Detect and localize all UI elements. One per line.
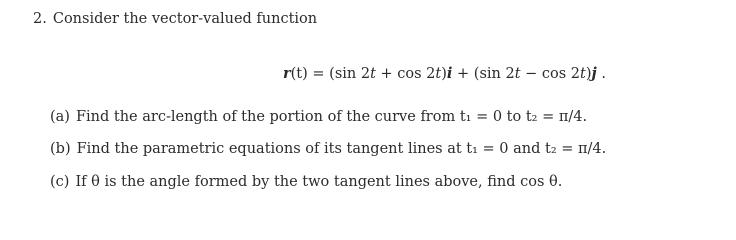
part-a-label: (a) — [50, 109, 70, 125]
variable-t-3: t — [514, 66, 521, 82]
variable-t-1: t — [370, 66, 376, 82]
equation-period: . — [596, 66, 606, 82]
part-c-label: (c) — [50, 174, 70, 190]
part-a — [50, 109, 587, 125]
part-b-text: Find the parametric equations of its tangent lines at t₁ = 0 and t₂ = π/4. — [76, 141, 607, 157]
variable-t-4: t — [580, 66, 586, 82]
equation-close-1: ) — [441, 66, 447, 82]
part-b — [50, 141, 606, 157]
vector-r: r — [283, 65, 291, 82]
equation-close-2: ) — [585, 66, 592, 82]
equation-segment-3: + (sin 2 — [452, 66, 515, 82]
equation-segment-1: = (sin 2 — [307, 66, 371, 82]
problem-number: 2. — [33, 11, 47, 27]
equation-segment-4: − cos 2 — [520, 66, 581, 82]
part-c-text: If θ is the angle formed by the two tangent lines above, find cos θ. — [75, 174, 563, 190]
equation-segment-2: + cos 2 — [375, 66, 436, 82]
problem-heading — [33, 11, 317, 27]
unit-vector-i: i — [446, 65, 453, 82]
lhs-argument: (t) — [290, 66, 308, 82]
part-c — [50, 174, 562, 190]
part-a-text: Find the arc-length of the portion of the curve from t₁ = 0 to t₂ = π/4. — [75, 109, 588, 125]
part-b-label: (b) — [50, 141, 71, 157]
unit-vector-j: j — [591, 65, 597, 82]
problem-heading-text: Consider the vector-valued function — [52, 11, 318, 27]
variable-t-2: t — [435, 66, 442, 82]
vector-function-equation — [283, 65, 606, 82]
